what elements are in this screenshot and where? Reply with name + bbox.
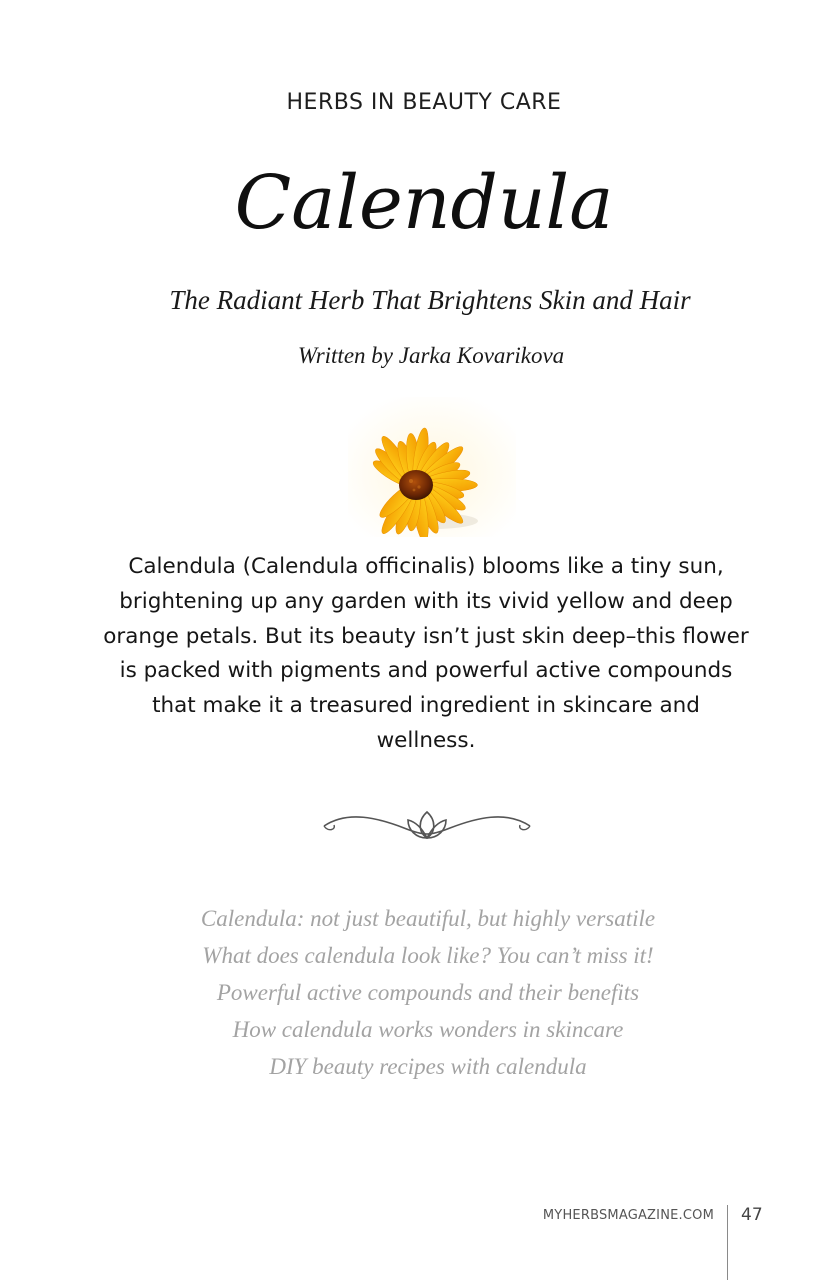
footer-website: MYHERBSMAGAZINE.COM <box>542 1208 714 1223</box>
footer-divider <box>727 1205 728 1280</box>
contents-list <box>0 900 840 1085</box>
contents-item: DIY beauty recipes with calendula <box>269 1054 587 1079</box>
page-title: Calendula <box>234 160 614 246</box>
calendula-flower-image <box>348 397 516 537</box>
author-byline: Written by Jarka Kovarikova <box>297 343 565 368</box>
section-label: HERBS IN BEAUTY CARE <box>286 90 562 115</box>
article-subtitle: The Radiant Herb That Brightens Skin and Hair <box>169 285 691 315</box>
contents-item: What does calendula look like? You can’t miss it! <box>202 943 654 968</box>
contents-item: Powerful active compounds and their benefits <box>216 980 640 1005</box>
contents-item: Calendula: not just beautiful, but highly versatile <box>200 906 656 931</box>
page-number: 47 <box>741 1205 763 1225</box>
intro-paragraph: Calendula (Calendula officinalis) blooms like a tiny sun, brightening up any garden with its vivid yellow and deep orange petals. But its beauty isn’t just skin deep–this flower is packed with pigments and powerful active compounds that make it a treasured ingredient in skincare and wellness. <box>103 554 749 753</box>
lotus-ornament-icon <box>318 808 536 848</box>
contents-item: How calendula works wonders in skincare <box>232 1017 624 1042</box>
